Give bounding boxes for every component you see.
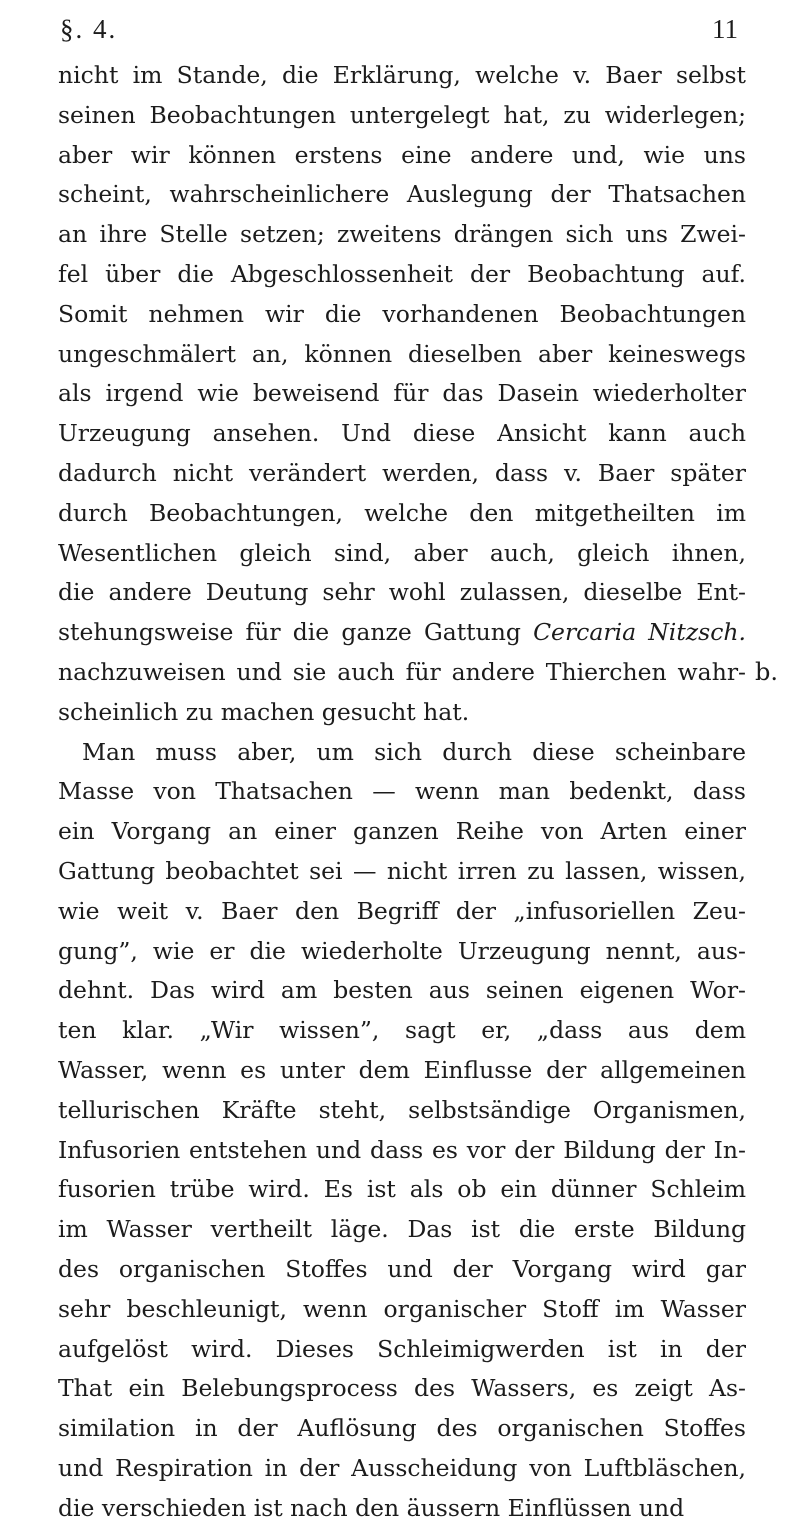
- text-line: [58, 255, 746, 295]
- text-line: [58, 1409, 746, 1449]
- text-line: [58, 932, 746, 972]
- line-text: nachzuweisen und sie auch für andere Thierchen wahr-: [58, 657, 746, 686]
- text-line: [58, 733, 746, 773]
- text-line: [58, 1449, 746, 1489]
- text-line: [58, 1011, 746, 1051]
- italic-term: Cercaria Nitzsch.: [533, 618, 746, 647]
- line-text: wie weit v. Baer den Begriff der „infusoriellen Zeu-: [58, 896, 746, 925]
- text-line: [58, 1210, 746, 1250]
- text-line: [58, 1051, 746, 1091]
- text-line: [58, 693, 746, 733]
- line-text: fusorien trübe wird. Es ist als ob ein dünner Schleim: [58, 1175, 746, 1204]
- line-text: an ihre Stelle setzen; zweitens drängen sich uns Zwei-: [58, 220, 746, 249]
- text-line: [58, 136, 746, 176]
- text-line: [58, 335, 746, 375]
- text-line: [58, 653, 746, 693]
- text-line: [58, 175, 746, 215]
- line-text: des organischen Stoffes und der Vorgang wird gar: [58, 1254, 746, 1283]
- page-header: [58, 10, 738, 50]
- text-line: [58, 573, 746, 613]
- text-line: [58, 812, 746, 852]
- line-text: im Wasser vertheilt läge. Das ist die erste Bildung: [58, 1215, 746, 1244]
- text-line: [58, 613, 746, 653]
- line-text: die andere Deutung sehr wohl zulassen, dieselbe Ent-: [58, 578, 746, 607]
- line-text: ein Vorgang an einer ganzen Reihe von Arten einer: [58, 817, 746, 846]
- text-line: [58, 1489, 746, 1528]
- line-text: seinen Beobachtungen untergelegt hat, zu widerlegen;: [58, 100, 746, 129]
- text-line: [58, 1330, 746, 1370]
- text-line: [58, 96, 746, 136]
- page-number: 11: [712, 14, 738, 44]
- line-text: aufgelöst wird. Dieses Schleimigwerden ist in der: [58, 1334, 746, 1363]
- line-text: That ein Belebungsprocess des Wassers, es zeigt As-: [58, 1374, 746, 1403]
- line-text: Urzeugung ansehen. Und diese Ansicht kann auch: [58, 419, 746, 448]
- text-line: [58, 1369, 746, 1409]
- text-line: [58, 772, 746, 812]
- line-text: Man muss aber, um sich durch diese scheinbare: [82, 737, 746, 766]
- line-text: gung”, wie er die wiederholte Urzeugung nennt, aus-: [58, 936, 746, 965]
- line-text: sehr beschleunigt, wenn organischer Stoff im Wasser: [58, 1294, 746, 1323]
- line-text: nicht im Stande, die Erklärung, welche v. Baer selbst: [58, 61, 746, 89]
- text-line: [58, 494, 746, 534]
- body-text: [58, 56, 746, 1528]
- line-text: Wesentlichen gleich sind, aber auch, gleich ihnen,: [58, 538, 746, 567]
- text-line: [58, 215, 746, 255]
- line-text: ten klar. „Wir wissen”, sagt er, „dass aus dem: [58, 1016, 746, 1045]
- line-text: scheint, wahrscheinlichere Auslegung der Thatsachen: [58, 180, 746, 209]
- line-text: Masse von Thatsachen — wenn man bedenkt, dass: [58, 777, 746, 806]
- line-text: die verschieden ist nach den äussern Einflüssen und: [58, 1493, 685, 1522]
- text-line: [58, 1290, 746, 1330]
- text-line: [58, 454, 746, 494]
- line-text: fel über die Abgeschlossenheit der Beobachtung auf.: [58, 259, 746, 288]
- line-text: dehnt. Das wird am besten aus seinen eigenen Wor-: [58, 976, 746, 1005]
- text-line: [58, 414, 746, 454]
- text-line: [58, 852, 746, 892]
- text-line: [58, 971, 746, 1011]
- line-text: Infusorien entstehen und dass es vor der Bildung der In-: [58, 1135, 746, 1164]
- section-number: §. 4.: [60, 14, 118, 44]
- text-line: [58, 534, 746, 574]
- text-line: [58, 892, 746, 932]
- line-text: Gattung beobachtet sei — nicht irren zu lassen, wissen,: [58, 856, 746, 885]
- line-text: stehungsweise für die ganze Gattung: [58, 618, 534, 647]
- text-line: [58, 1091, 746, 1131]
- line-text: als irgend wie beweisend für das Dasein wiederholter: [58, 379, 746, 408]
- text-line: [58, 374, 746, 414]
- line-text: aber wir können erstens eine andere und, wie uns: [58, 140, 746, 169]
- line-text: scheinlich zu machen gesucht hat.: [58, 697, 470, 726]
- line-text: Wasser, wenn es unter dem Einflusse der allgemeinen: [58, 1055, 746, 1084]
- text-line: [58, 1131, 746, 1171]
- line-text: ungeschmälert an, können dieselben aber keineswegs: [58, 339, 746, 368]
- text-line: [58, 295, 746, 335]
- line-text: dadurch nicht verändert werden, dass v. Baer später: [58, 458, 746, 487]
- line-text: Somit nehmen wir die vorhandenen Beobachtungen: [58, 299, 746, 328]
- line-text: durch Beobachtungen, welche den mitgetheilten im: [58, 498, 746, 527]
- text-line: [58, 1250, 746, 1290]
- text-line: [58, 56, 746, 96]
- margin-note: b.: [755, 658, 778, 686]
- text-line: [58, 1170, 746, 1210]
- line-text: similation in der Auflösung des organischen Stoffes: [58, 1414, 746, 1443]
- line-text: und Respiration in der Ausscheidung von Luftbläschen,: [58, 1453, 746, 1482]
- line-text: tellurischen Kräfte steht, selbstsändige Organismen,: [58, 1095, 746, 1124]
